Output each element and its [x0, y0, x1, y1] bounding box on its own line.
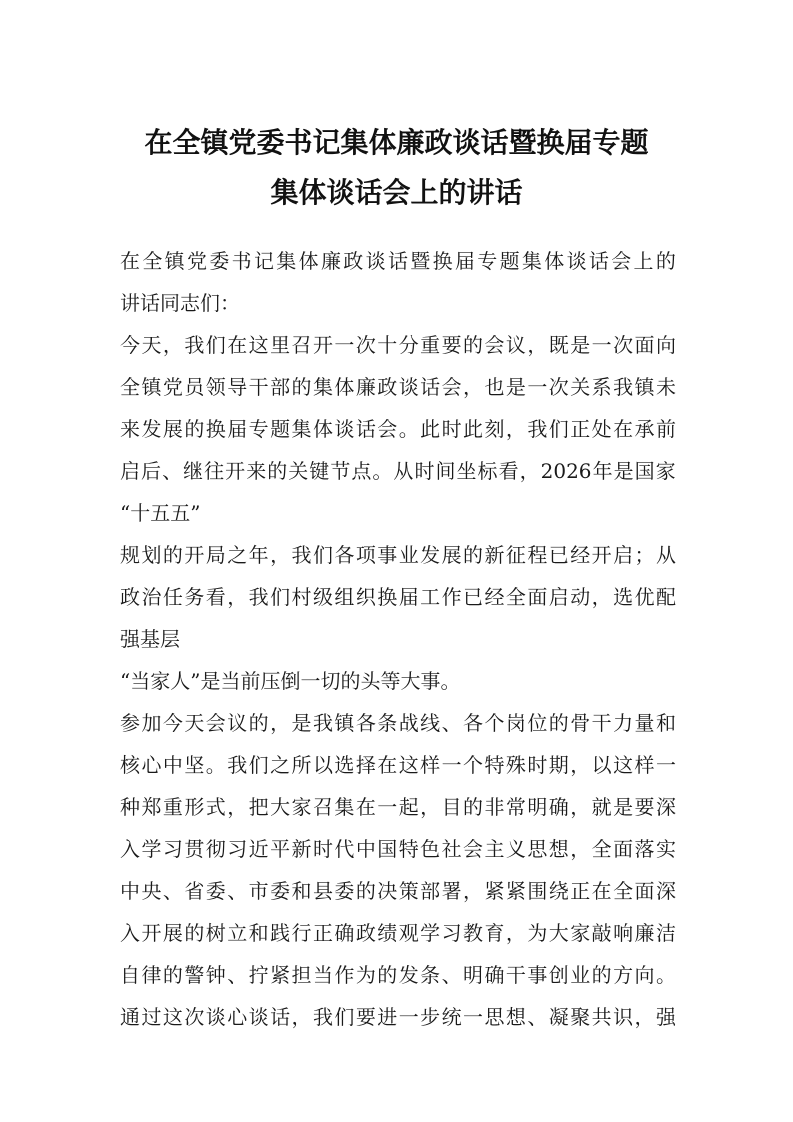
document-title-line-2: 集体谈话会上的讲话	[270, 176, 523, 209]
document-body	[120, 240, 676, 1038]
body-text-line: 讲话同志们：	[120, 291, 240, 315]
body-text-line: “当家人”是当前压倒一切的头等大事。	[120, 669, 461, 693]
body-text-line: 种 郑 重 形 式 ， 把 大 家 召 集 在 一 起 ， 目 的 非 常 明 确 ， 就 是 要 深	[120, 795, 676, 819]
body-text-line: 强基层	[120, 627, 180, 651]
body-text-line: “十五五”	[120, 501, 201, 525]
body-text-line: 政 治 任 务 看 ， 我 们 村 级 组 织 换 届 工 作 已 经 全 面 启 动 ， 选 优 配	[120, 585, 676, 609]
body-text-line: 在 全 镇 党 委 书 记 集 体 廉 政 谈 话 暨 换 届 专 题 集 体 谈 话 会 上 的	[120, 249, 676, 273]
body-text-line: 中 央 、 省 委 、 市 委 和 县 委 的 决 策 部 署 ， 紧 紧 围 绕 正 在 全 面 深	[120, 879, 676, 903]
body-text-line: 入 开 展 的 树 立 和 践 行 正 确 政 绩 观 学 习 教 育 ， 为 大 家 敲 响 廉 洁	[120, 921, 676, 945]
body-text-line: 参 加 今 天 会 议 的 ， 是 我 镇 各 条 战 线 、 各 个 岗 位 的 骨 干 力 量 和	[120, 711, 676, 735]
body-text-line: 来 发 展 的 换 届 专 题 集 体 谈 话 会 。 此 时 此 刻 ， 我 们 正 处 在 承 前	[120, 417, 676, 441]
body-text-line: 自 律 的 警 钟 、 拧 紧 担 当 作 为 的 发 条 、 明 确 干 事 创 业 的 方 向 。	[120, 963, 676, 987]
document-title-line-1: 在全镇党委书记集体廉政谈话暨换届专题	[144, 126, 649, 159]
body-text-line: 今 天 ， 我 们 在 这 里 召 开 一 次 十 分 重 要 的 会 议 ， 既 是 一 次 面 向	[120, 333, 676, 357]
body-text-line: 入 学 习 贯 彻 习 近 平 新 时 代 中 国 特 色 社 会 主 义 思 想 ， 全 面 落 实	[120, 837, 676, 861]
body-text-line: 通 过 这 次 谈 心 谈 话 ， 我 们 要 进 一 步 统 一 思 想 、 凝 聚 共 识 ， 强	[120, 1005, 676, 1029]
body-text-line: 规 划 的 开 局 之 年 ， 我 们 各 项 事 业 发 展 的 新 征 程 已 经 开 启 ； 从	[120, 543, 676, 567]
body-text-line: 核 心 中 坚 。 我 们 之 所 以 选 择 在 这 样 一 个 特 殊 时 期 ， 以 这 样 一	[120, 753, 676, 777]
body-text-line: 启 后 、 继 往 开 来 的 关 键 节 点 。 从 时 间 坐 标 看 ， 2026 年 是 国 家	[120, 459, 676, 483]
body-text-line: 全 镇 党 员 领 导 干 部 的 集 体 廉 政 谈 话 会 ， 也 是 一 次 关 系 我 镇 未	[120, 375, 676, 399]
